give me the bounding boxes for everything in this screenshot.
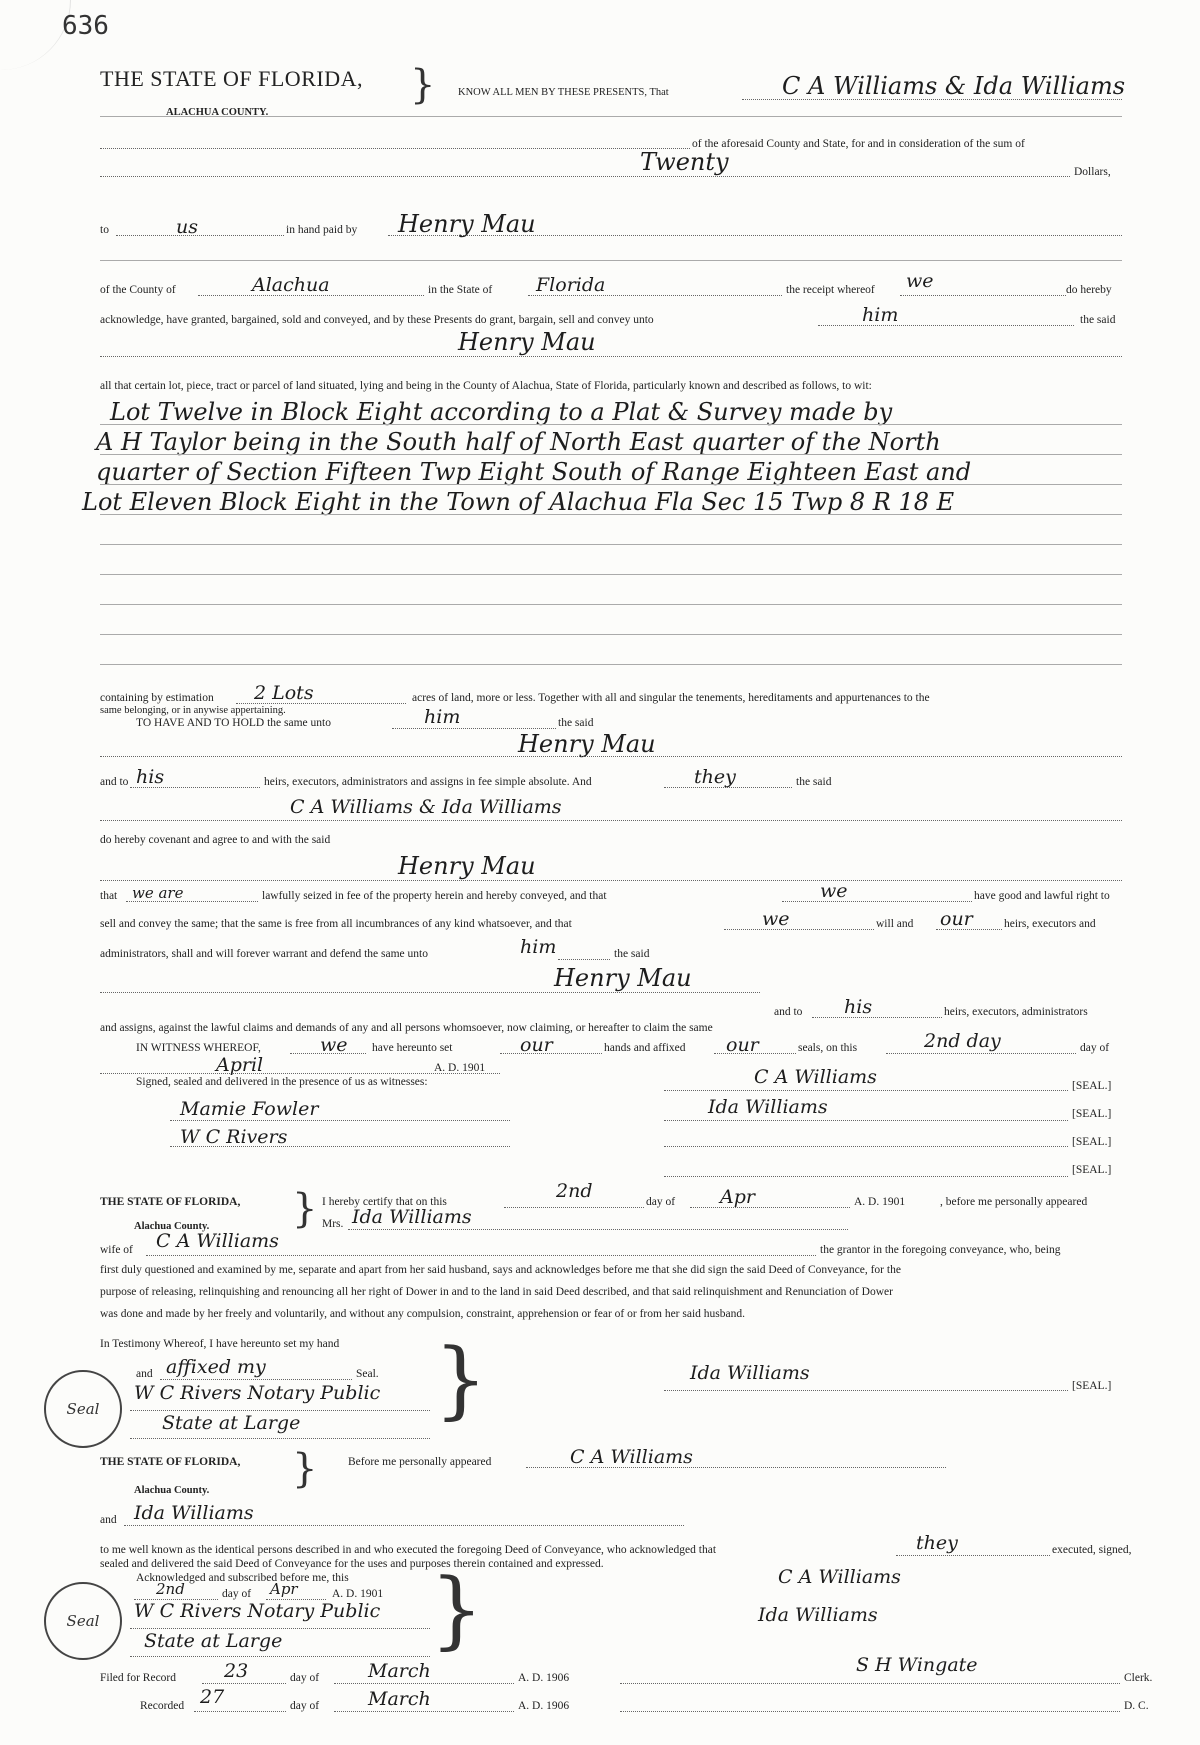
- defend-line: [100, 992, 760, 993]
- the-said-text-2: the said: [558, 717, 594, 729]
- recorded-month-handwritten: March: [368, 1688, 431, 1710]
- rule: [100, 574, 1122, 575]
- signature-line-4: [664, 1176, 1068, 1177]
- to-have-line: [392, 728, 556, 729]
- in-state-text: in the State of: [428, 284, 493, 296]
- sell-handwritten: we: [762, 908, 790, 930]
- testimony-and-line: [160, 1379, 352, 1380]
- description-line-4: Lot Eleven Block Eight in the Town of Alachua Fla Sec 15 Twp 8 R 18 E: [82, 488, 955, 516]
- covenant-text: do hereby covenant and agree to and with the said: [100, 834, 331, 846]
- ack-known-text: to me well known as the identical persons described in and who executed the foregoing Deed of Conveyance, who acknowledged that: [100, 1544, 717, 1556]
- dower-state-title: THE STATE OF FLORIDA,: [100, 1196, 241, 1208]
- day-handwritten: 2nd day: [924, 1030, 1001, 1052]
- ack-notary-state-handwritten: State at Large: [144, 1630, 283, 1652]
- description-line-1: Lot Twelve in Block Eight according to a Plat & Survey made by: [110, 398, 893, 426]
- testimony-seal-text: Seal.: [356, 1368, 379, 1380]
- page-number: 636: [62, 11, 109, 41]
- recorded-ad-text: A. D. 1906: [518, 1700, 570, 1712]
- ack-and-line: [124, 1525, 684, 1526]
- filed-ad-text: A. D. 1906: [518, 1672, 570, 1684]
- testimony-text: In Testimony Whereof, I have hereunto set my hand: [100, 1338, 340, 1350]
- signature-2: Ida Williams: [708, 1096, 828, 1118]
- rule: [100, 664, 1122, 665]
- ack-day-of-text: day of: [222, 1588, 252, 1600]
- grantors-handwritten: C A Williams & Ida Williams: [782, 72, 1126, 100]
- aforesaid-text: of the aforesaid County and State, for and in consideration of the sum of: [692, 138, 1025, 150]
- page-fold-mark: [0, 0, 71, 70]
- unto-handwritten: him: [862, 304, 899, 326]
- will-handwritten: our: [940, 908, 973, 930]
- testimony-brace: }: [434, 1330, 488, 1428]
- hands-affixed-text: hands and affixed: [604, 1042, 686, 1054]
- seals-on-text: seals, on this: [798, 1042, 858, 1054]
- notary-seal-stamp-2: Seal: [44, 1582, 122, 1660]
- know-all-men: KNOW ALL MEN BY THESE PRESENTS, That: [458, 87, 669, 98]
- to-have-text: TO HAVE AND TO HOLD the same unto: [136, 717, 331, 729]
- ack-executed-text: executed, signed,: [1052, 1544, 1132, 1556]
- signed-sealed-text: Signed, sealed and delivered in the presence of us as witnesses:: [136, 1076, 428, 1088]
- signature-line-3: [664, 1146, 1068, 1147]
- filed-day-handwritten: 23: [224, 1660, 249, 1682]
- dower-month-handwritten: Apr: [720, 1186, 755, 1208]
- clerk-line: [620, 1683, 1120, 1684]
- and-to-text-2: and to: [774, 1006, 803, 1018]
- heirs-exec-text-2: heirs, executors, administrators: [944, 1006, 1088, 1018]
- sell-line: [724, 929, 874, 930]
- seal-label: [SEAL.]: [1072, 1136, 1112, 1148]
- lawfully-line: [782, 901, 972, 902]
- dower-ad-text: A. D. 1901: [854, 1196, 906, 1208]
- signature-line-2: [664, 1120, 1068, 1121]
- to-text: to: [100, 224, 109, 236]
- amount-handwritten: Twenty: [640, 148, 729, 176]
- receipt-handwritten: we: [906, 270, 934, 292]
- dc-text: D. C.: [1124, 1700, 1149, 1712]
- the-said-text-3: the said: [796, 776, 832, 788]
- to-handwritten: us: [176, 216, 198, 238]
- rule: [100, 544, 1122, 545]
- rule: [100, 634, 1122, 635]
- admin-line: [558, 959, 610, 960]
- ack-brace: }: [292, 1446, 318, 1492]
- dower-husband-handwritten: C A Williams: [156, 1230, 279, 1252]
- dower-notary-state-line: [130, 1438, 430, 1439]
- clerk-text: Clerk.: [1124, 1672, 1153, 1684]
- witness-1-signature: Mamie Fowler: [180, 1098, 319, 1120]
- recorded-month-line: [334, 1711, 514, 1712]
- that-handwritten: we are: [132, 884, 184, 902]
- grantors-line: [742, 99, 1122, 100]
- that-text: that: [100, 890, 118, 902]
- and-to-text: and to: [100, 776, 129, 788]
- dower-notary-line: [130, 1410, 430, 1411]
- state-title: THE STATE OF FLORIDA,: [100, 66, 363, 91]
- filed-month-handwritten: March: [368, 1660, 431, 1682]
- filed-text: Filed for Record: [100, 1672, 177, 1684]
- rule: [100, 514, 1122, 515]
- recorded-text: Recorded: [140, 1700, 185, 1712]
- day-line: [886, 1053, 1076, 1054]
- containing-handwritten: 2 Lots: [254, 682, 314, 704]
- header-brace: }: [410, 62, 436, 108]
- dower-wife-of-text: wife of: [100, 1244, 133, 1256]
- payer-handwritten: Henry Mau: [398, 210, 536, 238]
- defend-handwritten: Henry Mau: [554, 964, 692, 992]
- witness1-line: [170, 1120, 510, 1121]
- in-hand-paid-text: in hand paid by: [286, 224, 358, 236]
- state-handwritten: Florida: [536, 274, 606, 296]
- ack-known-handwritten: they: [916, 1532, 958, 1554]
- dower-county: Alachua County.: [134, 1221, 210, 1232]
- administrators-text: administrators, shall and will forever warrant and defend the same unto: [100, 948, 428, 960]
- admin-handwritten: him: [520, 936, 557, 958]
- ad-1901-text: A. D. 1901: [434, 1062, 486, 1074]
- same-belonging-text: same belonging, or in anywise appertaining.: [100, 705, 286, 716]
- dower-grantor-text: the grantor in the foregoing conveyance, who, being: [820, 1244, 1061, 1256]
- covenantors-line: [100, 820, 1122, 821]
- county-title: ALACHUA COUNTY.: [166, 107, 269, 118]
- rule: [100, 116, 1122, 117]
- dower-text-3: was done and made by her freely and voluntarily, and without any compulsion, constraint, apprehension or fear of or from her said husband.: [100, 1308, 745, 1320]
- seal-label: [SEAL.]: [1072, 1108, 1112, 1120]
- the-said-text: the said: [1080, 314, 1116, 326]
- county-handwritten: Alachua: [252, 274, 330, 296]
- ack-state-title: THE STATE OF FLORIDA,: [100, 1456, 241, 1468]
- recorded-line: [194, 1711, 286, 1712]
- and-to2-handwritten: his: [844, 996, 873, 1018]
- have-good-text: have good and lawful right to: [974, 890, 1110, 902]
- lawfully-handwritten: we: [820, 880, 848, 902]
- to-have-handwritten: him: [424, 706, 461, 728]
- dower-mrs-line: [348, 1229, 848, 1230]
- heirs-exec-text: heirs, executors and: [1004, 918, 1096, 930]
- ack-and-text: and: [100, 1514, 117, 1526]
- filed-month-line: [334, 1683, 514, 1684]
- set-handwritten: our: [520, 1034, 553, 1056]
- signature-line-1: [664, 1090, 1068, 1091]
- grantee-line: [100, 356, 1122, 357]
- description-line-2: A H Taylor being in the South half of North East quarter of the North: [96, 428, 941, 456]
- dower-notary-handwritten: W C Rivers Notary Public: [134, 1382, 381, 1404]
- dower-text-2: purpose of releasing, relinquishing and renouncing all her right of Dower in and to the land in said Deed described, and that said relinquishment and Renunciation of Dower: [100, 1286, 893, 1298]
- ack-day-handwritten: 2nd: [156, 1580, 185, 1598]
- seal-label: [SEAL.]: [1072, 1164, 1112, 1176]
- do-hereby-text: do hereby: [1066, 284, 1112, 296]
- to-line: [116, 235, 284, 236]
- witness-2-signature: W C Rivers: [180, 1126, 288, 1148]
- ack-signature-2: Ida Williams: [758, 1604, 878, 1626]
- filed-day-of-text: day of: [290, 1672, 320, 1684]
- of-county-text: of the County of: [100, 284, 176, 296]
- ack-notary-line: [130, 1628, 430, 1629]
- dower-husband-line: [146, 1255, 816, 1256]
- dower-day-line: [504, 1207, 644, 1208]
- dower-text-1: first duly questioned and examined by me, separate and apart from her said husband, says and acknowledges before me that she did sign the said Deed of Conveyance, for the: [100, 1264, 901, 1276]
- receipt-whereof-text: the receipt whereof: [786, 284, 875, 296]
- ack-month-handwritten: Apr: [270, 1580, 298, 1598]
- day-of-text: day of: [1080, 1042, 1110, 1054]
- grantee-handwritten: Henry Mau: [458, 328, 596, 356]
- ack-notary-state-line: [130, 1656, 430, 1657]
- witness-handwritten: we: [320, 1034, 348, 1056]
- ack-ad-text: A. D. 1901: [332, 1588, 384, 1600]
- recorded-day-handwritten: 27: [200, 1686, 225, 1708]
- dower-seal-label: [SEAL.]: [1072, 1380, 1112, 1392]
- containing-text: containing by estimation: [100, 692, 214, 704]
- all-that-text: all that certain lot, piece, tract or parcel of land situated, lying and being in the County of Alachua, State of Florida, particularly known and described as follows, to wit:: [100, 380, 872, 392]
- and-handwritten: they: [694, 766, 736, 788]
- amount-line: [100, 176, 1070, 177]
- dower-day-of-text: day of: [646, 1196, 676, 1208]
- assigns-text: and assigns, against the lawful claims and demands of any and all persons whomsoever, now claiming, or hereafter to claim the same: [100, 1022, 713, 1034]
- clerk-signature: S H Wingate: [856, 1654, 978, 1676]
- receipt-line: [900, 295, 1066, 296]
- covenantee-line: [100, 880, 1122, 881]
- will-and-text: will and: [876, 918, 914, 930]
- dower-month-line: [690, 1207, 850, 1208]
- dower-certify-text: I hereby certify that on this: [322, 1196, 447, 1208]
- seal-label: [SEAL.]: [1072, 1080, 1112, 1092]
- ack-bracket: }: [430, 1560, 484, 1658]
- dower-day-handwritten: 2nd: [556, 1180, 593, 1202]
- dc-line: [620, 1711, 1120, 1712]
- ack-notary-handwritten: W C Rivers Notary Public: [134, 1600, 381, 1622]
- dower-mrs-handwritten: Ida Williams: [352, 1206, 472, 1228]
- dower-signature-line: [664, 1390, 1068, 1391]
- rule: [100, 454, 1122, 455]
- rule: [100, 604, 1122, 605]
- signature-1: C A Williams: [754, 1066, 877, 1088]
- lawfully-seized-text: lawfully seized in fee of the property herein and hereby conveyed, and that: [262, 890, 607, 902]
- ack-sealed-text: sealed and delivered the said Deed of Conveyance for the uses and purposes therein contained and expressed.: [100, 1558, 604, 1570]
- dower-brace: }: [292, 1186, 318, 1232]
- ack-known-line: [896, 1555, 1050, 1556]
- filed-line: [202, 1683, 286, 1684]
- holder-line: [100, 756, 1122, 757]
- witness-text: IN WITNESS WHEREOF,: [136, 1042, 261, 1054]
- acres-text: acres of land, more or less. Together with all and singular the tenements, hereditaments and appurtenances to the: [412, 692, 930, 704]
- affixed-handwritten: our: [726, 1034, 759, 1056]
- description-line-3: quarter of Section Fifteen Twp Eight South of Range Eighteen East and: [96, 458, 972, 486]
- month-handwritten: April: [216, 1054, 264, 1076]
- dollars-text: Dollars,: [1074, 166, 1111, 178]
- holder-handwritten: Henry Mau: [518, 730, 656, 758]
- covenantee-handwritten: Henry Mau: [398, 852, 536, 880]
- ack-acknowledged-text: Acknowledged and subscribed before me, this: [136, 1572, 349, 1584]
- the-said-text-4: the said: [614, 948, 650, 960]
- unto-line: [818, 325, 1074, 326]
- dower-notary-state-handwritten: State at Large: [162, 1412, 301, 1434]
- ack-before-me-text: Before me personally appeared: [348, 1456, 492, 1468]
- dower-mrs-text: Mrs.: [322, 1218, 344, 1230]
- sell-convey-text: sell and convey the same; that the same is free from all incumbrances of any kind whatsoever, and that: [100, 918, 572, 930]
- rule: [100, 424, 1122, 425]
- covenantors-handwritten: C A Williams & Ida Williams: [290, 796, 562, 818]
- ack-appeared-handwritten: C A Williams: [570, 1446, 693, 1468]
- grantors-cont-line: [100, 148, 690, 149]
- ack-county: Alachua County.: [134, 1485, 210, 1496]
- have-set-text: have hereunto set: [372, 1042, 453, 1054]
- and-to-handwritten: his: [136, 766, 165, 788]
- rule: [100, 260, 1122, 261]
- recorded-day-of-text: day of: [290, 1700, 320, 1712]
- testimony-and-handwritten: affixed my: [166, 1356, 266, 1378]
- ack-signature-1: C A Williams: [778, 1566, 901, 1588]
- acknowledge-text: acknowledge, have granted, bargained, sold and conveyed, and by these Presents do grant, bargain, sell and convey unto: [100, 314, 654, 326]
- testimony-and-text: and: [136, 1368, 153, 1380]
- dower-before-me-text: , before me personally appeared: [940, 1196, 1088, 1208]
- rule: [100, 484, 1122, 485]
- ack-and-handwritten: Ida Williams: [134, 1502, 254, 1524]
- dower-signature: Ida Williams: [690, 1362, 810, 1384]
- notary-seal-stamp: Seal: [44, 1370, 122, 1448]
- and-to-line-2: [812, 1017, 942, 1018]
- heirs-text: heirs, executors, administrators and assigns in fee simple absolute. And: [264, 776, 592, 788]
